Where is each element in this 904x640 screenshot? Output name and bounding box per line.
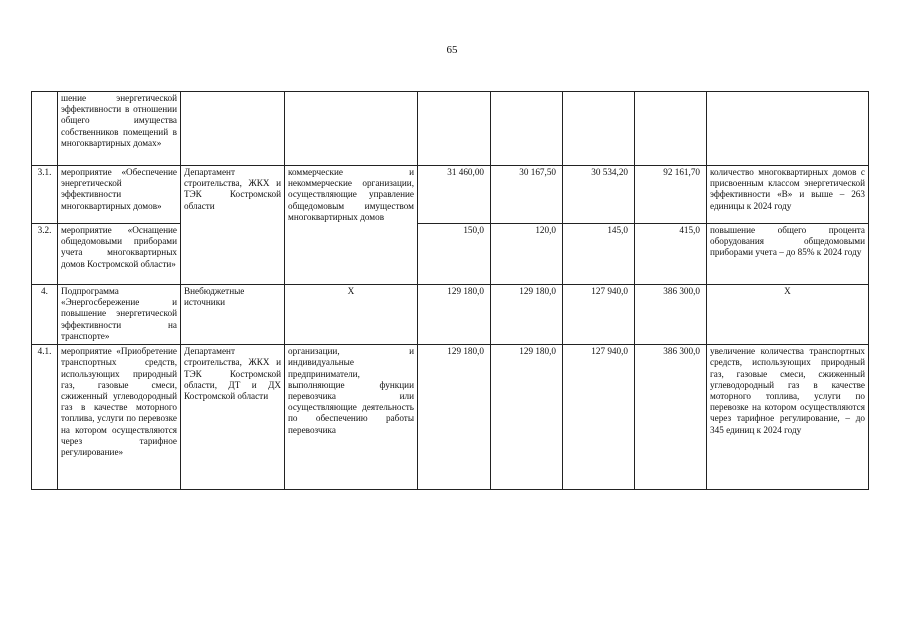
executor: Департамент строительства, ЖКХ и ТЭК Костромской области — [181, 166, 285, 285]
subprogram-name: Подпрограмма «Энергосбережение и повышение энергетической эффективности на транспорте» — [58, 285, 181, 345]
event-name: мероприятие «Приобретение транспортных средств, использующих природный газ, газовые смеси, сжиженный углеводородный газ в качестве моторного топлива, услуги по перевозке на котором осуществляются через тарифное регулирование» — [58, 345, 181, 490]
value-year-1: 129 180,0 — [418, 285, 491, 345]
value-year-1: 31 460,00 — [418, 166, 491, 224]
value-total — [635, 92, 707, 166]
value-total: 415,0 — [635, 224, 707, 285]
expected-result: количество многоквартирных домов с присвоенным классом энергетической эффективности «В» и выше – 263 единицы к 2024 году — [707, 166, 869, 224]
value-year-1: 150,0 — [418, 224, 491, 285]
expected-result: увеличение количества транспортных средств, использующих природный газ, газовые смеси, сжиженный углеводородный газ в качестве моторного топлива, услуги по перевозке на котором осуществляются через тарифное регулирование, – до 345 единиц к 2024 году — [707, 345, 869, 490]
table-row — [32, 224, 869, 285]
participants: организации, и индивидуальные предприниматели, выполняющие функции перевозчика или осуществляющие деятельность по обеспечению работы перевозчика — [285, 345, 418, 490]
expected-result: повышение общего процента оборудования общедомовыми приборами учета – до 85% к 2024 году — [707, 224, 869, 285]
executor: Департамент строительства, ЖКХ и ТЭК Костромской области, ДТ и ДХ Костромской области — [181, 345, 285, 490]
event-name: шение энергетической эффективности в отношении общего имущества собственников помещений в многоквартирных домах» — [58, 92, 181, 166]
page-number: 65 — [446, 44, 458, 56]
executor — [181, 92, 285, 166]
table-row — [32, 166, 869, 224]
expected-result — [707, 92, 869, 166]
value-year-2 — [491, 92, 563, 166]
participants: Х — [285, 285, 418, 345]
expected-result: Х — [707, 285, 869, 345]
table-row — [32, 285, 869, 345]
row-number: 3.2. — [32, 224, 58, 285]
value-total: 386 300,0 — [635, 345, 707, 490]
row-number: 4. — [32, 285, 58, 345]
value-year-3: 127 940,0 — [563, 345, 635, 490]
value-year-3: 127 940,0 — [563, 285, 635, 345]
table-row — [32, 92, 869, 166]
value-total: 92 161,70 — [635, 166, 707, 224]
value-year-2: 30 167,50 — [491, 166, 563, 224]
event-name: мероприятие «Обеспечение энергетической эффективности многоквартирных домов» — [58, 166, 181, 224]
value-total: 386 300,0 — [635, 285, 707, 345]
value-year-2: 129 180,0 — [491, 345, 563, 490]
row-number: 4.1. — [32, 345, 58, 490]
value-year-2: 120,0 — [491, 224, 563, 285]
executor: Внебюджетные источники — [181, 285, 285, 345]
row-number: 3.1. — [32, 166, 58, 224]
value-year-1 — [418, 92, 491, 166]
value-year-3: 30 534,20 — [563, 166, 635, 224]
value-year-3: 145,0 — [563, 224, 635, 285]
value-year-3 — [563, 92, 635, 166]
program-table — [31, 91, 869, 490]
participants: коммерческие и некоммерческие организации, осуществляющие управление общедомовым имуществом многоквартирных домов — [285, 166, 418, 285]
event-name: мероприятие «Оснащение общедомовыми приборами учета многоквартирных домов Костромской области» — [58, 224, 181, 285]
row-number — [32, 92, 58, 166]
value-year-2: 129 180,0 — [491, 285, 563, 345]
table-row — [32, 345, 869, 490]
participants — [285, 92, 418, 166]
value-year-1: 129 180,0 — [418, 345, 491, 490]
